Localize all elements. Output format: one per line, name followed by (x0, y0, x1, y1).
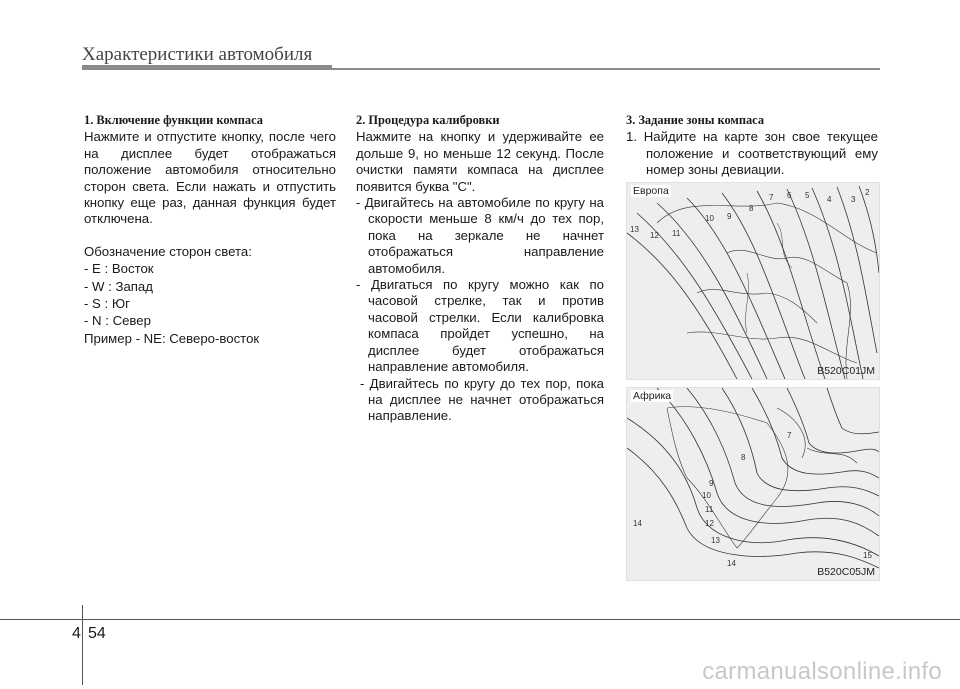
header-rule-thick (82, 65, 332, 70)
legend-example: Пример - NE: Северо-восток (84, 330, 260, 346)
footer-rule (0, 619, 960, 620)
legend-item-south: - S : Юг (84, 296, 130, 312)
zone-label-14-south: 14 (727, 559, 736, 568)
calibration-item-3: - Двигайтесь по кругу до тех пор, пока на дисплее не начнет отображаться направление. (360, 375, 604, 424)
zone-label-2: 2 (865, 188, 870, 197)
africa-zone-map (626, 387, 880, 581)
zone-label-12: 12 (650, 231, 659, 240)
legend-item-north: - N : Север (84, 313, 151, 329)
zone-label-6: 6 (787, 191, 792, 200)
calibration-paragraph: Нажмите на кнопку и удерживайте ее дольше 9, но меньше 12 секунд. После очистки памяти компаса на дисплее появится буква "C". (356, 129, 604, 194)
column-compass-on (84, 112, 336, 348)
legend-item-west: - W : Запад (84, 278, 153, 294)
section-number: 4 (72, 625, 81, 642)
compass-on-paragraph: Нажмите и отпустите кнопку, после чего на дисплее будет отображаться положение автомобиля относительно сторон света. Если нажать и отпустить кнопку еще раз, данная функция будет отключена. (84, 129, 336, 227)
zone-label-7: 7 (769, 193, 774, 202)
zone-label-3: 3 (851, 195, 856, 204)
zone-label-14-west: 14 (633, 519, 642, 528)
zone-label-9: 9 (709, 479, 714, 488)
zone-label-7: 7 (787, 431, 792, 440)
zone-label-9: 9 (727, 212, 732, 221)
legend-title: Обозначение сторон света: (84, 243, 252, 259)
zone-label-8: 8 (749, 204, 754, 213)
footer-divider (82, 605, 83, 685)
zone-label-11: 11 (672, 229, 681, 238)
zone-label-10: 10 (705, 214, 714, 223)
europe-map-graphic (627, 183, 879, 379)
map-label-europe: Европа (633, 185, 669, 197)
europe-zone-map (626, 182, 880, 380)
africa-map-graphic (627, 388, 879, 580)
zone-label-12: 12 (705, 519, 714, 528)
zone-setup-item-1: 1. Найдите на карте зон свое текущее положение и соответствующий ему номер зоны девиации. (626, 129, 878, 178)
zone-label-8: 8 (741, 453, 746, 462)
watermark: carmanualsonline.info (702, 658, 942, 685)
zone-label-13: 13 (630, 225, 639, 234)
zone-label-4: 4 (827, 195, 832, 204)
figure-code-africa: B520C05JM (817, 566, 875, 578)
section-heading-compass-on: 1. Включение функции компаса (84, 113, 263, 127)
figure-code-europe: B520C01JM (817, 365, 875, 377)
legend-item-east: - E : Восток (84, 261, 154, 277)
column-calibration (356, 112, 604, 425)
zone-label-11: 11 (705, 505, 714, 514)
page-number: 54 (88, 625, 106, 642)
zone-label-5: 5 (805, 191, 810, 200)
calibration-item-2: - Двигаться по кругу можно как по часовой стрелке, так и против часовой стрелки. Если калибровка компаса пройдет успешно, на дисплее будет отображаться направление автомобиля. (356, 277, 604, 375)
section-heading-zone-setup: 3. Задание зоны компаса (626, 113, 765, 127)
zone-label-15: 15 (863, 551, 872, 560)
column-zone-setup (626, 112, 878, 179)
calibration-item-1: - Двигайтесь на автомобиле по кругу на скорости меньше 8 км/ч до тех пор, пока на зеркале не начнет отображаться направление автомобиля. (356, 195, 604, 276)
zone-label-13: 13 (711, 536, 720, 545)
header-rule-thin (332, 68, 880, 70)
zone-label-10: 10 (702, 491, 711, 500)
map-label-africa: Африка (633, 390, 672, 402)
page-header-title: Характеристики автомобиля (82, 44, 313, 65)
section-heading-calibration: 2. Процедура калибровки (356, 113, 500, 127)
